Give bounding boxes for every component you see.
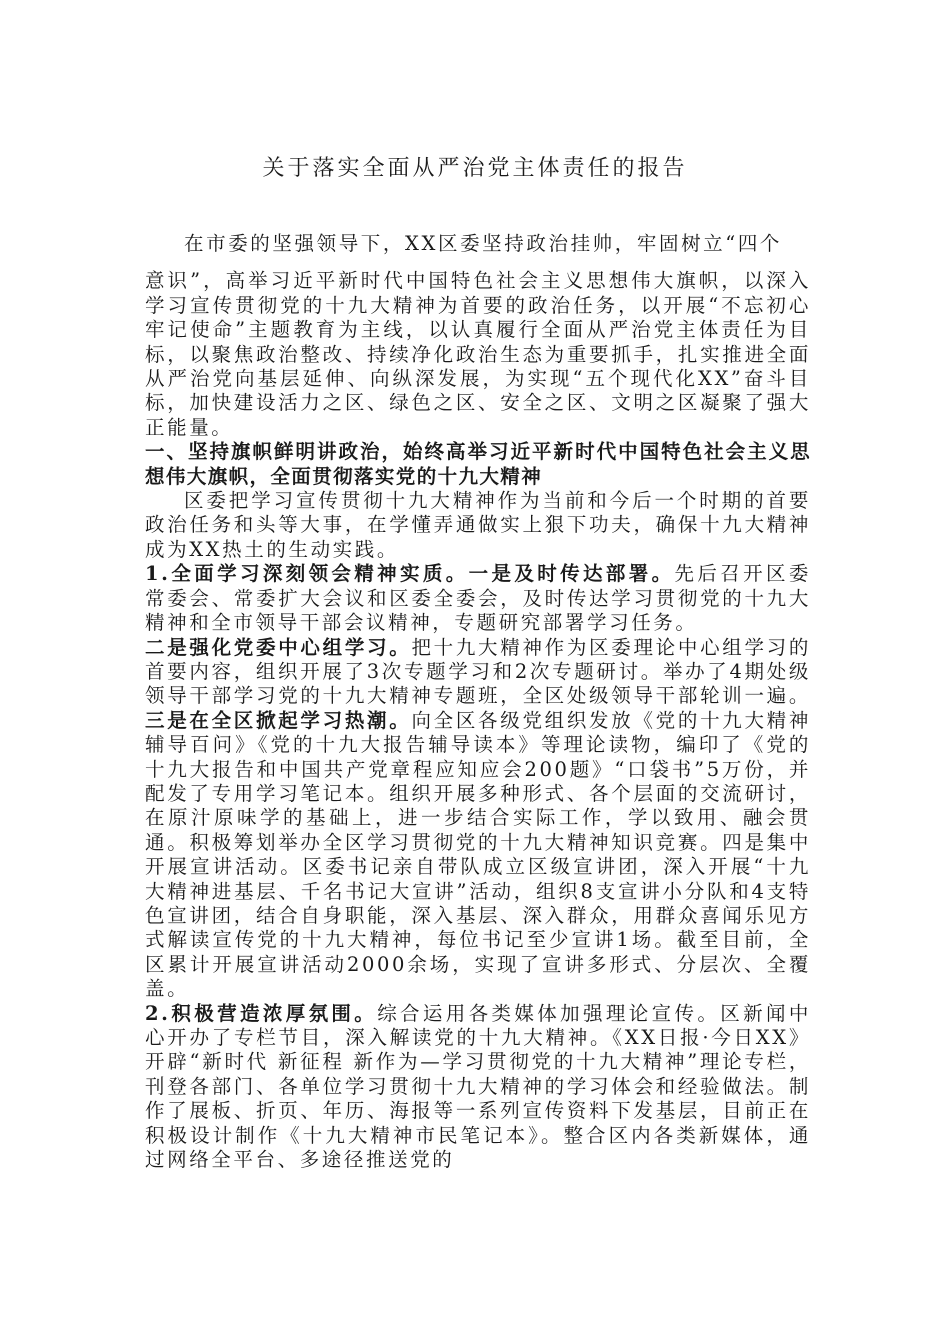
- item-2-paragraph: [145, 1002, 811, 1173]
- intro-paragraph: [145, 232, 811, 440]
- item-1-sub2-text: 把十九大精神作为区委理论中心组学习的首要内容，组织开展了3次专题学习和2次专题研讨。举办了4期处级领导干部学习党的十九大精神专题班，全区处级领导干部轮训一遍。: [145, 635, 811, 708]
- item-1-sub2-lead: 二是强化党委中心组学习。: [145, 635, 412, 659]
- section-1-intro: 区委把学习宣传贯彻十九大精神作为当前和今后一个时期的首要政治任务和头等大事，在学懂弄通做实上狠下功夫，确保十九大精神成为XX热土的生动实践。: [145, 489, 811, 561]
- intro-text: 意识”，高举习近平新时代中国特色社会主义思想伟大旗帜，以深入学习宣传贯彻党的十九大精神为首要的政治任务，以开展“不忘初心牢记使命”主题教育为主线，以认真履行全面从严治党主体责任为目标，以聚焦政治整改、持续净化政治生态为重要抓手，扎实推进全面从严治党向基层延伸、向纵深发展，为实现“五个现代化XX”奋斗目标，加快建设活力之区、绿色之区、安全之区、文明之区凝聚了强大正能量。: [145, 269, 811, 439]
- item-1-paragraph-a: [145, 562, 811, 635]
- item-2-text: 综合运用各类媒体加强理论宣传。区新闻中心开办了专栏节目，深入解读党的十九大精神。《XX日报·今日XX》开辟“新时代 新征程 新作为—学习贯彻党的十九大精神”理论专栏，刊登各部门、各单位学习贯彻十九大精神的学习体会和经验做法。制作了展板、折页、年历、海报等一系列宣传资料下发基层，目前正在积极设计制作《十九大精神市民笔记本》。整合区内各类新媒体，通过网络全平台、多途径推送党的: [145, 1001, 811, 1172]
- item-1-sub1-lead: 一是及时传达部署。: [468, 562, 675, 586]
- item-1-sub1-text: 先后召开区委常委会、常委扩大会议和区委全委会，及时传达学习贯彻党的十九大精神和全市领导干部会议精神，专题研究部署学习任务。: [145, 562, 811, 635]
- item-1-lead: 1.全面学习深刻领会精神实质。: [145, 562, 469, 586]
- intro-first-line: 在市委的坚强领导下，XX区委坚持政治挂帅，牢固树立“四个: [184, 232, 783, 255]
- document-title: 关于落实全面从严治党主体责任的报告: [262, 155, 688, 181]
- item-1-sub3-lead: 三是在全区掀起学习热潮。: [145, 708, 412, 732]
- item-1-paragraph-b: [145, 636, 811, 1002]
- item-2-lead: 2.积极营造浓厚氛围。: [145, 1001, 378, 1025]
- document-body: [145, 232, 811, 1172]
- item-1-sub3-text: 向全区各级党组织发放《党的十九大精神辅导百问》《党的十九大报告辅导读本》等理论读物，编印了《党的十九大报告和中国共产党章程应知应会200题》“口袋书”5万份，并配发了专用学习笔记本。组织开展多种形式、各个层面的交流研讨，在原汁原味学的基础上，进一步结合实际工作，学以致用、融会贯通。积极筹划举办全区学习贯彻党的十九大精神知识竞赛。四是集中开展宣讲活动。区委书记亲自带队成立区级宣讲团，深入开展“十九大精神进基层、千名书记大宣讲”活动，组织8支宣讲小分队和4支特色宣讲团，结合自身职能，深入基层、深入群众，用群众喜闻乐见方式解读宣传党的十九大精神，每位书记至少宣讲1场。截至目前，全区累计开展宣讲活动2000余场，实现了宣讲多形式、分层次、全覆盖。: [145, 708, 811, 1001]
- section-1-heading: 一、坚持旗帜鲜明讲政治，始终高举习近平新时代中国特色社会主义思想伟大旗帜，全面贯彻落实党的十九大精神: [145, 440, 811, 488]
